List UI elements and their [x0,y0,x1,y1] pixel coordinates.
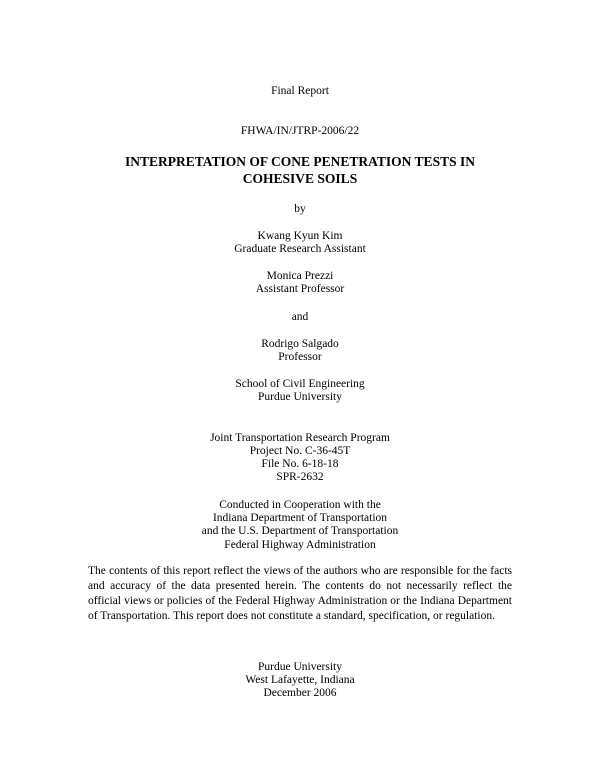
project-number: Project No. C-36-45T [249,445,351,457]
author-role: Professor [278,351,322,363]
affiliation-university: Purdue University [257,391,342,403]
publisher-location: West Lafayette, Indiana [245,674,355,686]
disclaimer-paragraph: The contents of this report reflect the views of the authors who are responsible for the facts and accuracy of the data presented herein. The contents do not necessarily reflect the official views or policies of the Federal Highway Administration or the Indiana Department of Transportation. This report does not constitute a standard, specification, or regulation. [88,565,512,622]
report-title-line-2: COHESIVE SOILS [242,171,358,186]
file-number: File No. 6-18-18 [261,458,339,470]
cooperation-line-4: Federal Highway Administration [224,539,376,551]
author-name: Rodrigo Salgado [261,338,339,350]
cooperation-line-2: Indiana Department of Transportation [212,512,388,524]
report-title-line-1: INTERPRETATION OF CONE PENETRATION TESTS IN [125,154,475,169]
cooperation-line-1: Conducted in Cooperation with the [219,499,381,511]
publication-date: December 2006 [263,687,337,699]
author-name: Kwang Kyun Kim [257,230,343,242]
by-label: by [294,203,306,215]
and-label: and [291,311,309,323]
author-role: Graduate Research Assistant [234,243,366,255]
report-type: Final Report [271,85,329,97]
author-role: Assistant Professor [255,283,345,295]
publisher-university: Purdue University [257,661,342,673]
affiliation-school: School of Civil Engineering [235,378,365,390]
report-number: FHWA/IN/JTRP-2006/22 [240,125,360,137]
cooperation-line-3: and the U.S. Department of Transportation [201,525,399,537]
spr-number: SPR-2632 [276,471,324,483]
author-name: Monica Prezzi [266,270,334,282]
program-name: Joint Transportation Research Program [210,432,390,444]
